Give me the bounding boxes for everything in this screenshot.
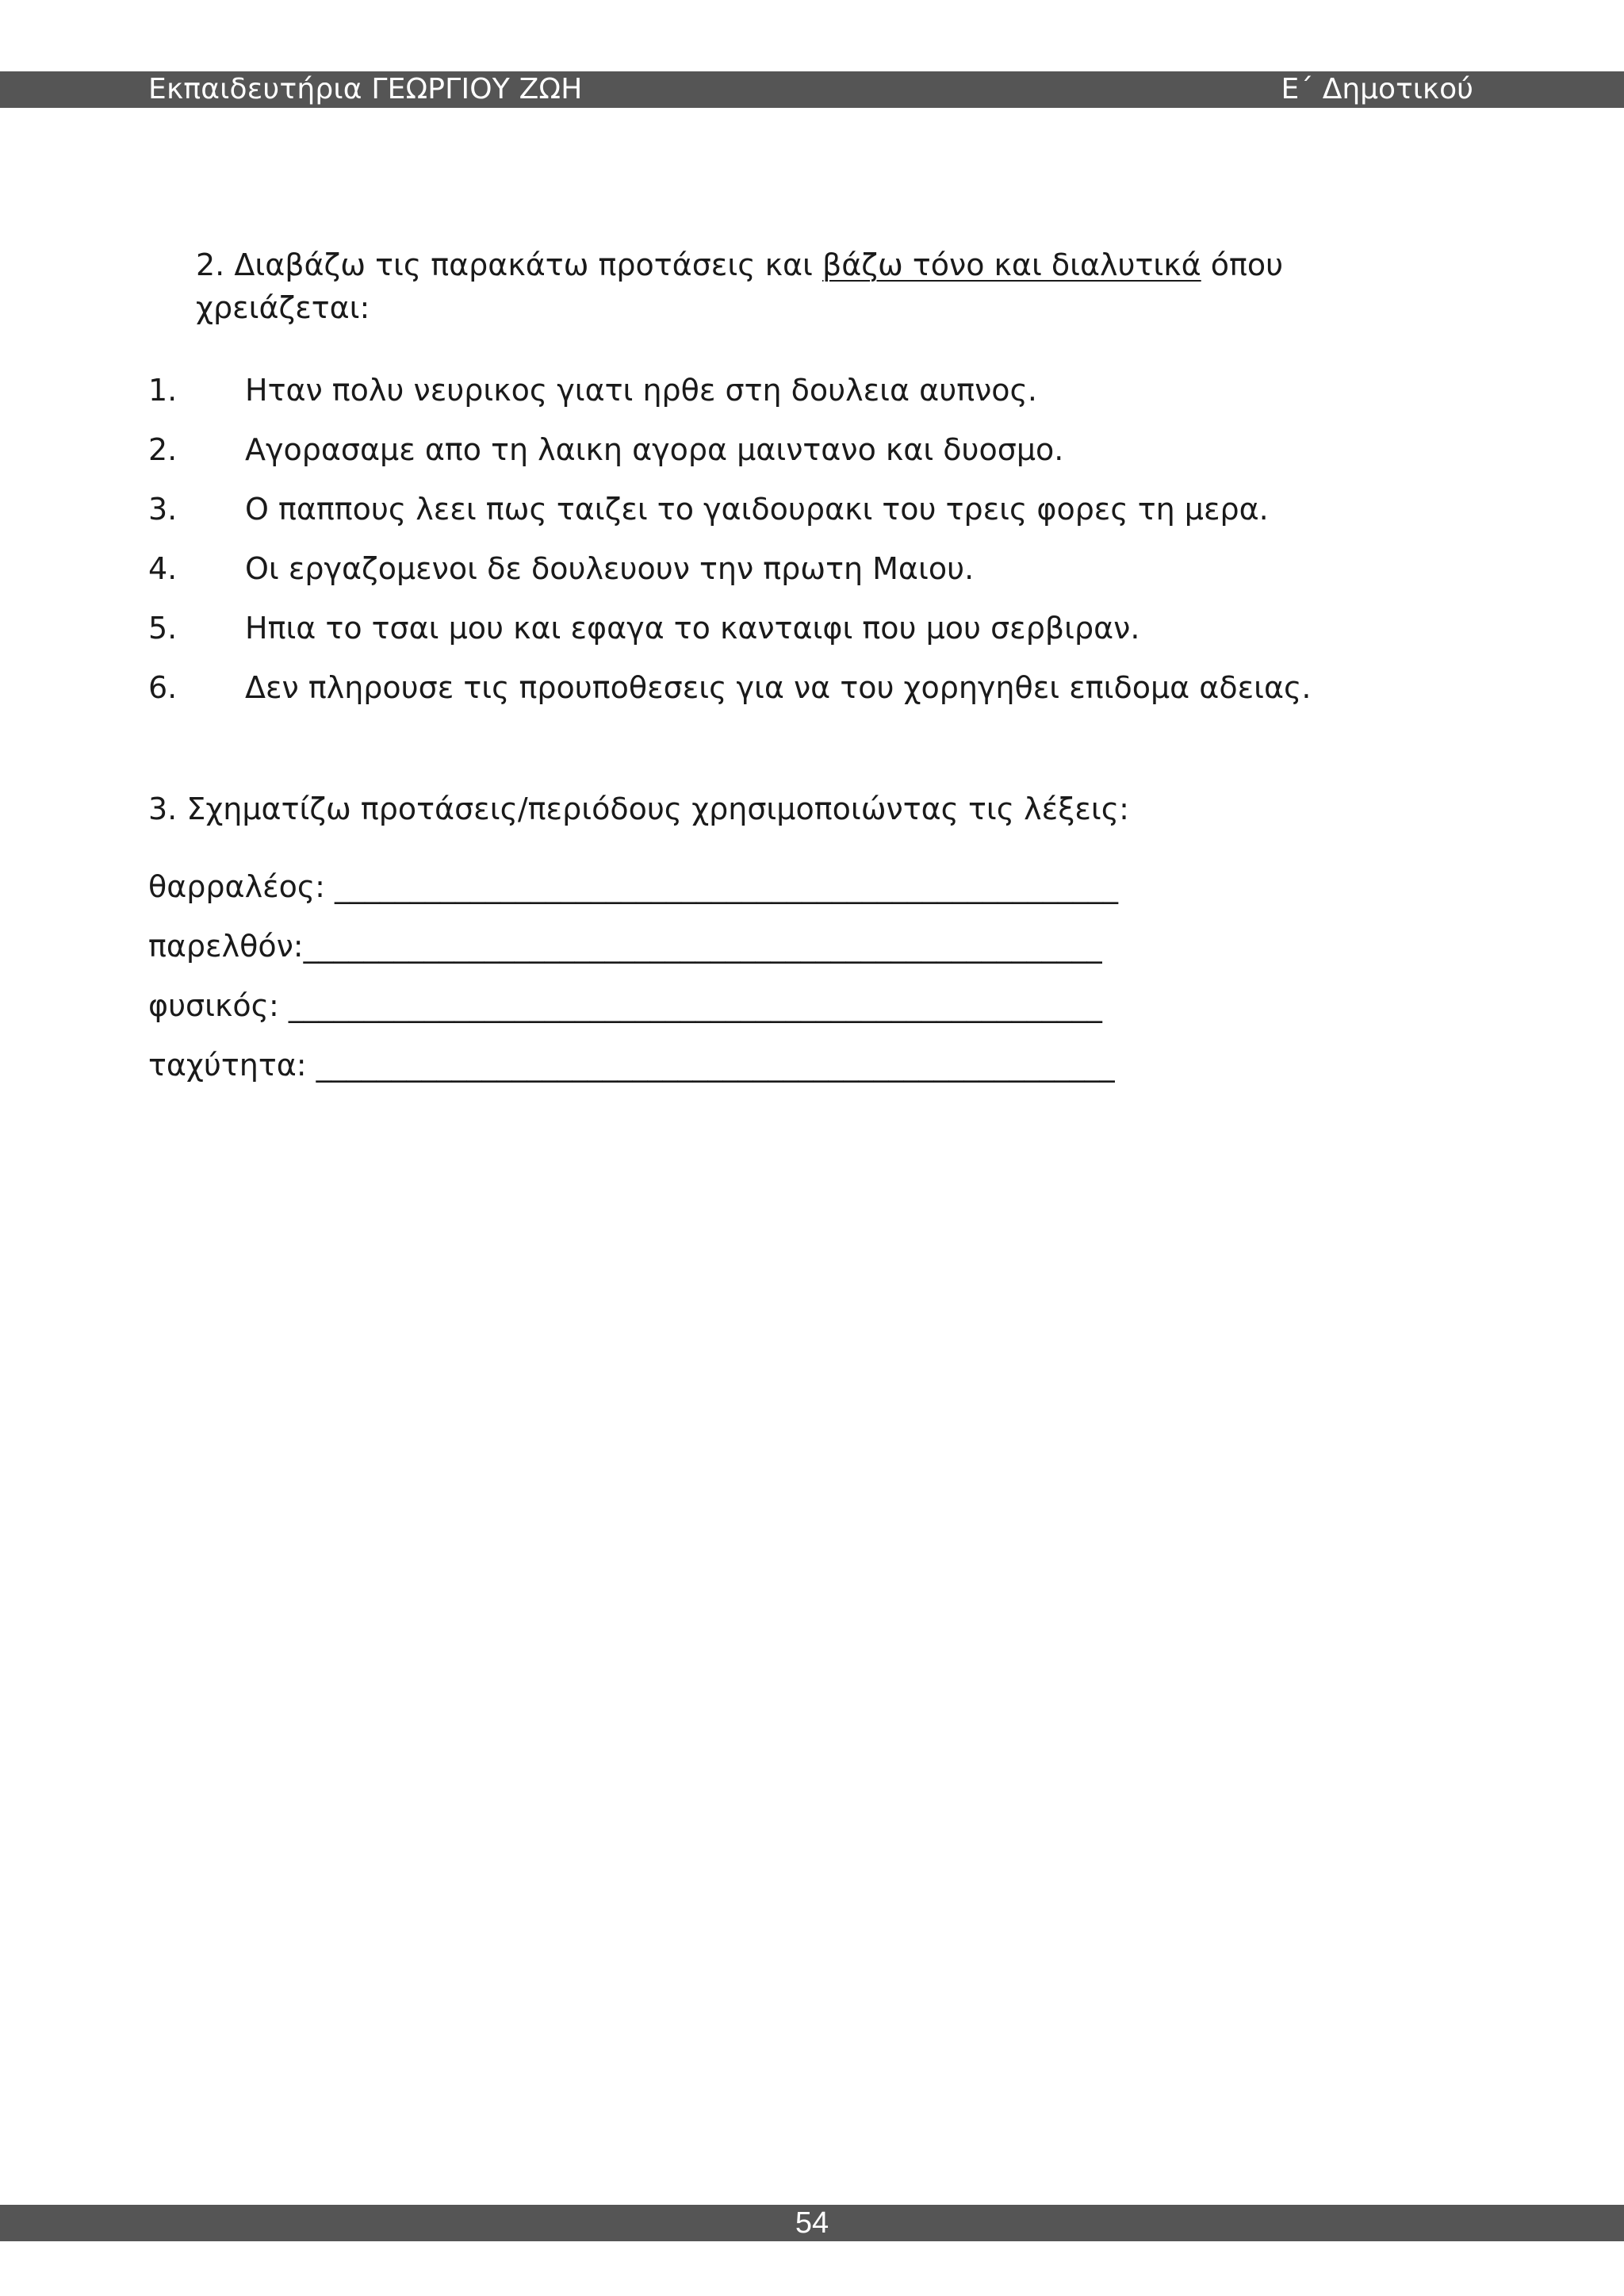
writing-line-taxytita[interactable]: ταχύτητα: _____________________________________________________ (148, 1048, 1115, 1083)
list-item-text: Ο παππους λεει πως ταιζει το γαιδουρακι του τρεις φορες τη μερα. (245, 492, 1269, 527)
list-item-number: 4. (148, 551, 178, 586)
exercise-2-instruction-line2: χρειάζεται: (196, 290, 370, 325)
header-grade: Ε΄ Δημοτικού (1281, 73, 1473, 105)
list-item-text: Ηπια το τσαι μου και εφαγα το κανταιφι που μου σερβιραν. (245, 611, 1140, 646)
exercise-3-writing-lines (148, 863, 1496, 1101)
exercise-2-underlined-text: βάζω τόνο και διαλυτικά (822, 247, 1201, 282)
exercise-2-prefix: 2. Διαβάζω τις παρακάτω προτάσεις και (196, 247, 822, 282)
list-item-number: 5. (148, 611, 178, 646)
list-item-number: 2. (148, 432, 178, 467)
list-item (148, 664, 1496, 723)
list-item (148, 485, 1496, 545)
list-item (148, 426, 1496, 485)
list-item (148, 604, 1496, 664)
header-school-name: Εκπαιδευτήρια ΓΕΩΡΓΙΟΥ ΖΩΗ (148, 73, 583, 105)
list-item (148, 366, 1496, 426)
writing-line-parelthon[interactable]: παρελθόν:_____________________________________________________ (148, 929, 1102, 964)
page-footer (0, 2205, 1624, 2241)
list-item (148, 545, 1496, 604)
exercise-2-instruction-line1 (196, 243, 1433, 286)
list-item-number: 6. (148, 670, 178, 705)
list-item-text: Οι εργαζομενοι δε δουλευουν την πρωτη Μαιου. (245, 551, 975, 586)
exercise-2-suffix: όπου (1201, 247, 1284, 282)
writing-line-fysikos[interactable]: φυσικός: ______________________________________________________ (148, 988, 1102, 1023)
list-item-text: Ηταν πολυ νευρικος γιατι ηρθε στη δουλεια αυπνος. (245, 373, 1037, 408)
exercise-2-instruction (196, 243, 1433, 329)
exercise-2-sentence-list (148, 366, 1496, 723)
list-item-text: Αγορασαμε απο τη λαικη αγορα μαιντανο και δυοσμο. (245, 432, 1064, 467)
writing-line-tharraleos[interactable]: θαρραλέος: ____________________________________________________ (148, 869, 1119, 904)
page-number: 54 (795, 2206, 829, 2240)
list-item-number: 3. (148, 492, 178, 527)
page-header (0, 71, 1624, 108)
exercise-3-instruction: 3. Σχηματίζω προτάσεις/περιόδους χρησιμοποιώντας τις λέξεις: (148, 792, 1129, 826)
list-item-number: 1. (148, 373, 178, 408)
list-item-text: Δεν πληρουσε τις προυποθεσεις για να του χορηγηθει επιδομα αδειας. (245, 670, 1312, 705)
